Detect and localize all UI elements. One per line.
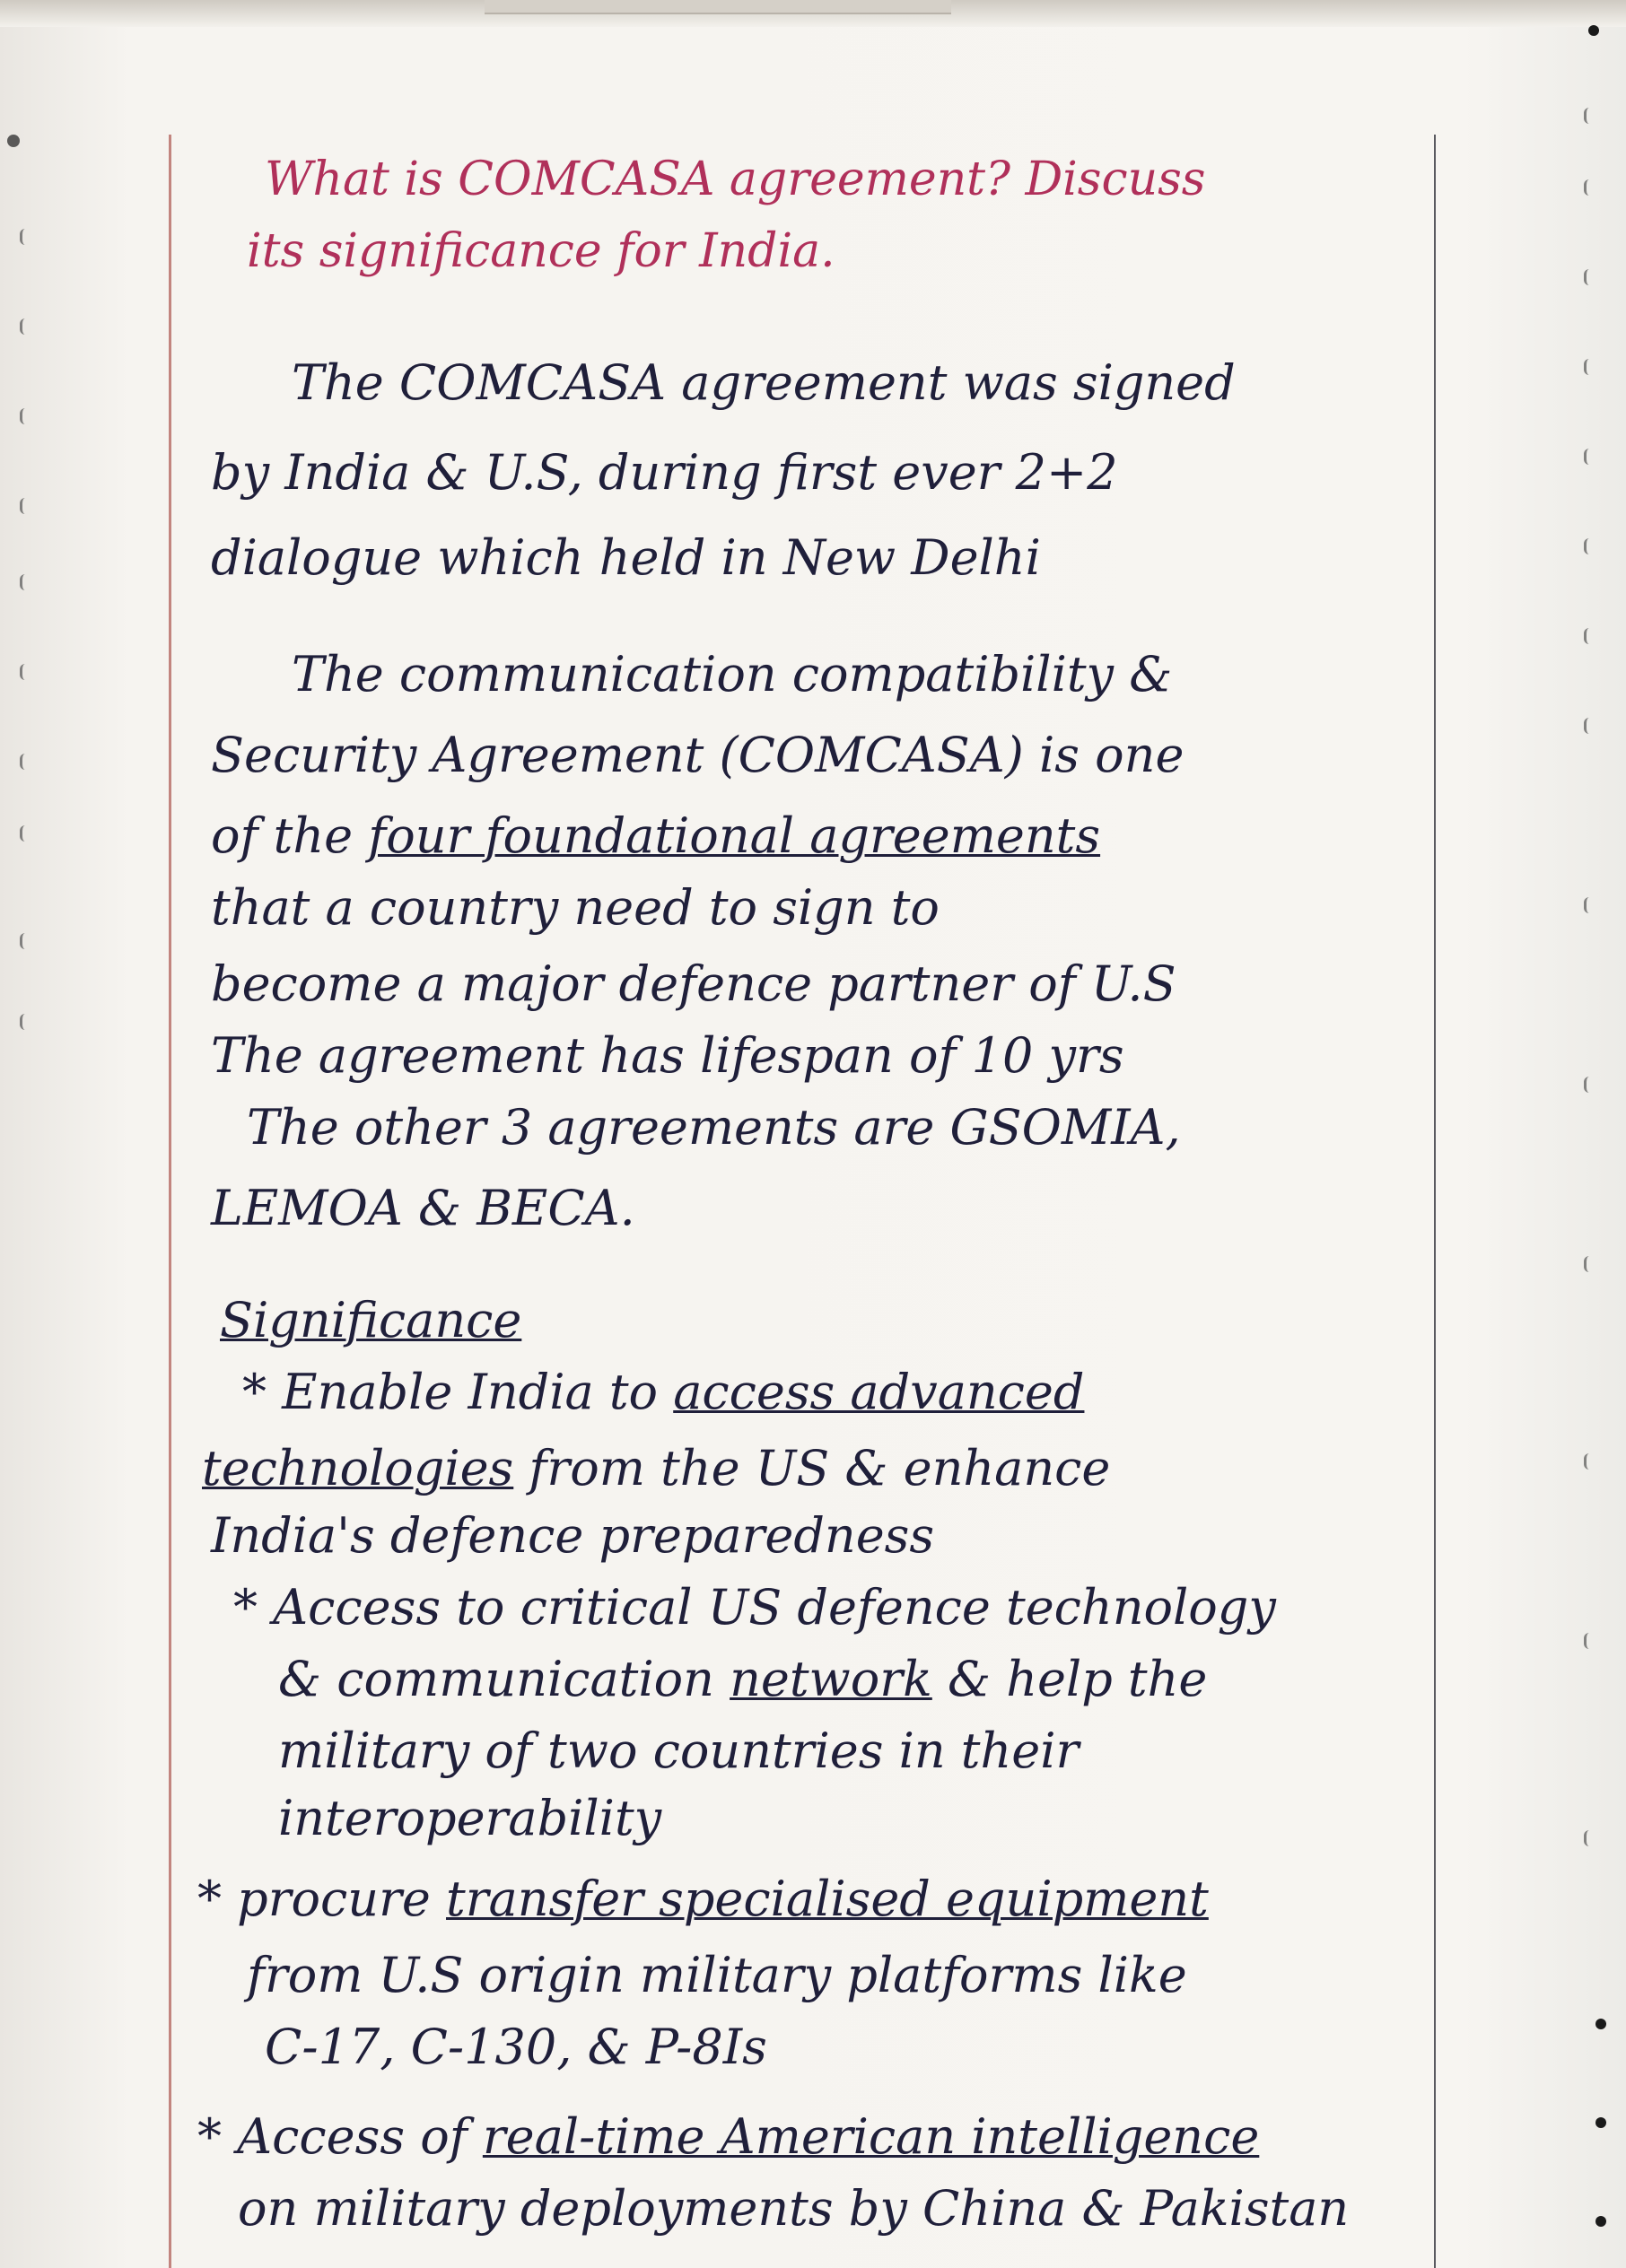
foundational-agreements-underlined: four foundational agreements <box>368 807 1101 864</box>
binding-mark <box>1584 1256 1595 1272</box>
binding-hole <box>1588 25 1599 36</box>
binding-mark <box>1584 449 1595 465</box>
definition-line-3 <box>211 807 1100 864</box>
right-margin-rule <box>1434 135 1436 2268</box>
intro-line-1: The COMCASA agreement was signed <box>292 354 1236 411</box>
point-3-line-3: C-17, C-130, & P-8Is <box>265 2019 767 2075</box>
point-2-line-2 <box>278 1651 1207 1707</box>
binding-mark <box>20 1014 31 1030</box>
network-underlined: network <box>730 1651 932 1707</box>
point-2-line-3: military of two countries in their <box>278 1723 1080 1779</box>
binding-hole <box>1595 2117 1606 2128</box>
advanced-access-underlined: access advanced <box>673 1364 1085 1420</box>
binding-mark <box>1584 1077 1595 1093</box>
point-1-line-2-rest: from the US & enhance <box>513 1440 1111 1496</box>
technologies-underlined: technologies <box>202 1440 514 1496</box>
binding-hole <box>7 135 20 147</box>
handwritten-answer <box>193 126 1422 2252</box>
definition-line-4: that a country need to sign to <box>211 879 940 936</box>
point-3-line-1-start: * procure <box>197 1871 447 1927</box>
definition-line-6: The agreement has lifespan of 10 yrs <box>211 1027 1124 1084</box>
definition-line-5: become a major defence partner of U.S <box>211 955 1176 1012</box>
binding-mark <box>1584 718 1595 734</box>
point-1-text: * Enable India to <box>242 1364 674 1420</box>
binding-mark <box>1584 359 1595 375</box>
binding-mark <box>1584 1830 1595 1846</box>
binding-mark <box>1584 108 1595 124</box>
intelligence-underlined: real-time American intelligence <box>482 2108 1260 2165</box>
point-1-line-2 <box>202 1440 1110 1496</box>
binding-mark <box>1584 1453 1595 1470</box>
definition-line-7: The other 3 agreements are GSOMIA, <box>247 1099 1181 1156</box>
point-3-line-1 <box>197 1871 1209 1927</box>
binding-mark <box>20 408 31 424</box>
binding-mark <box>20 754 31 770</box>
definition-line-3-start: of the <box>211 807 369 864</box>
definition-line-8: LEMOA & BECA. <box>211 1180 635 1236</box>
point-4-line-2: on military deployments by China & Pakistan <box>238 2180 1350 2237</box>
binding-mark <box>1584 538 1595 554</box>
point-2-line-2-start: & communication <box>278 1651 730 1707</box>
binding-mark <box>20 664 31 680</box>
left-margin-rule <box>169 135 171 2268</box>
intro-line-3: dialogue which held in New Delhi <box>211 529 1041 586</box>
binding-mark <box>20 933 31 949</box>
point-3-line-2: from U.S origin military platforms like <box>247 1947 1187 2003</box>
intro-line-2: by India & U.S, during first ever 2+2 <box>211 444 1118 501</box>
point-4-line-1-start: * Access of <box>197 2108 483 2165</box>
binding-mark <box>20 498 31 514</box>
point-4-line-1 <box>197 2108 1259 2165</box>
point-2-line-2-end: & help the <box>931 1651 1208 1707</box>
binding-mark <box>1584 179 1595 196</box>
definition-line-2: Security Agreement (COMCASA) is one <box>211 727 1185 783</box>
notebook-top-tab <box>485 0 951 14</box>
binding-hole <box>1595 2216 1606 2227</box>
binding-hole <box>1595 2019 1606 2029</box>
binding-mark <box>1584 628 1595 644</box>
question-line-1: What is COMCASA agreement? Discuss <box>265 153 1206 206</box>
binding-mark <box>20 229 31 245</box>
binding-mark <box>20 825 31 842</box>
binding-mark <box>1584 269 1595 285</box>
significance-heading: Significance <box>220 1292 522 1348</box>
binding-mark <box>20 574 31 590</box>
definition-line-1: The communication compatibility & <box>292 646 1173 702</box>
question-line-2: its significance for India. <box>247 224 835 278</box>
point-1-line-1 <box>242 1364 1084 1420</box>
binding-mark <box>20 318 31 335</box>
point-2-line-1: * Access to critical US defence technology <box>233 1579 1276 1636</box>
point-2-line-4: interoperability <box>278 1790 662 1846</box>
transfer-equipment-underlined: transfer specialised equipment <box>446 1871 1209 1927</box>
point-1-line-3: India's defence preparedness <box>211 1507 935 1564</box>
binding-mark <box>1584 1633 1595 1649</box>
binding-mark <box>1584 897 1595 913</box>
